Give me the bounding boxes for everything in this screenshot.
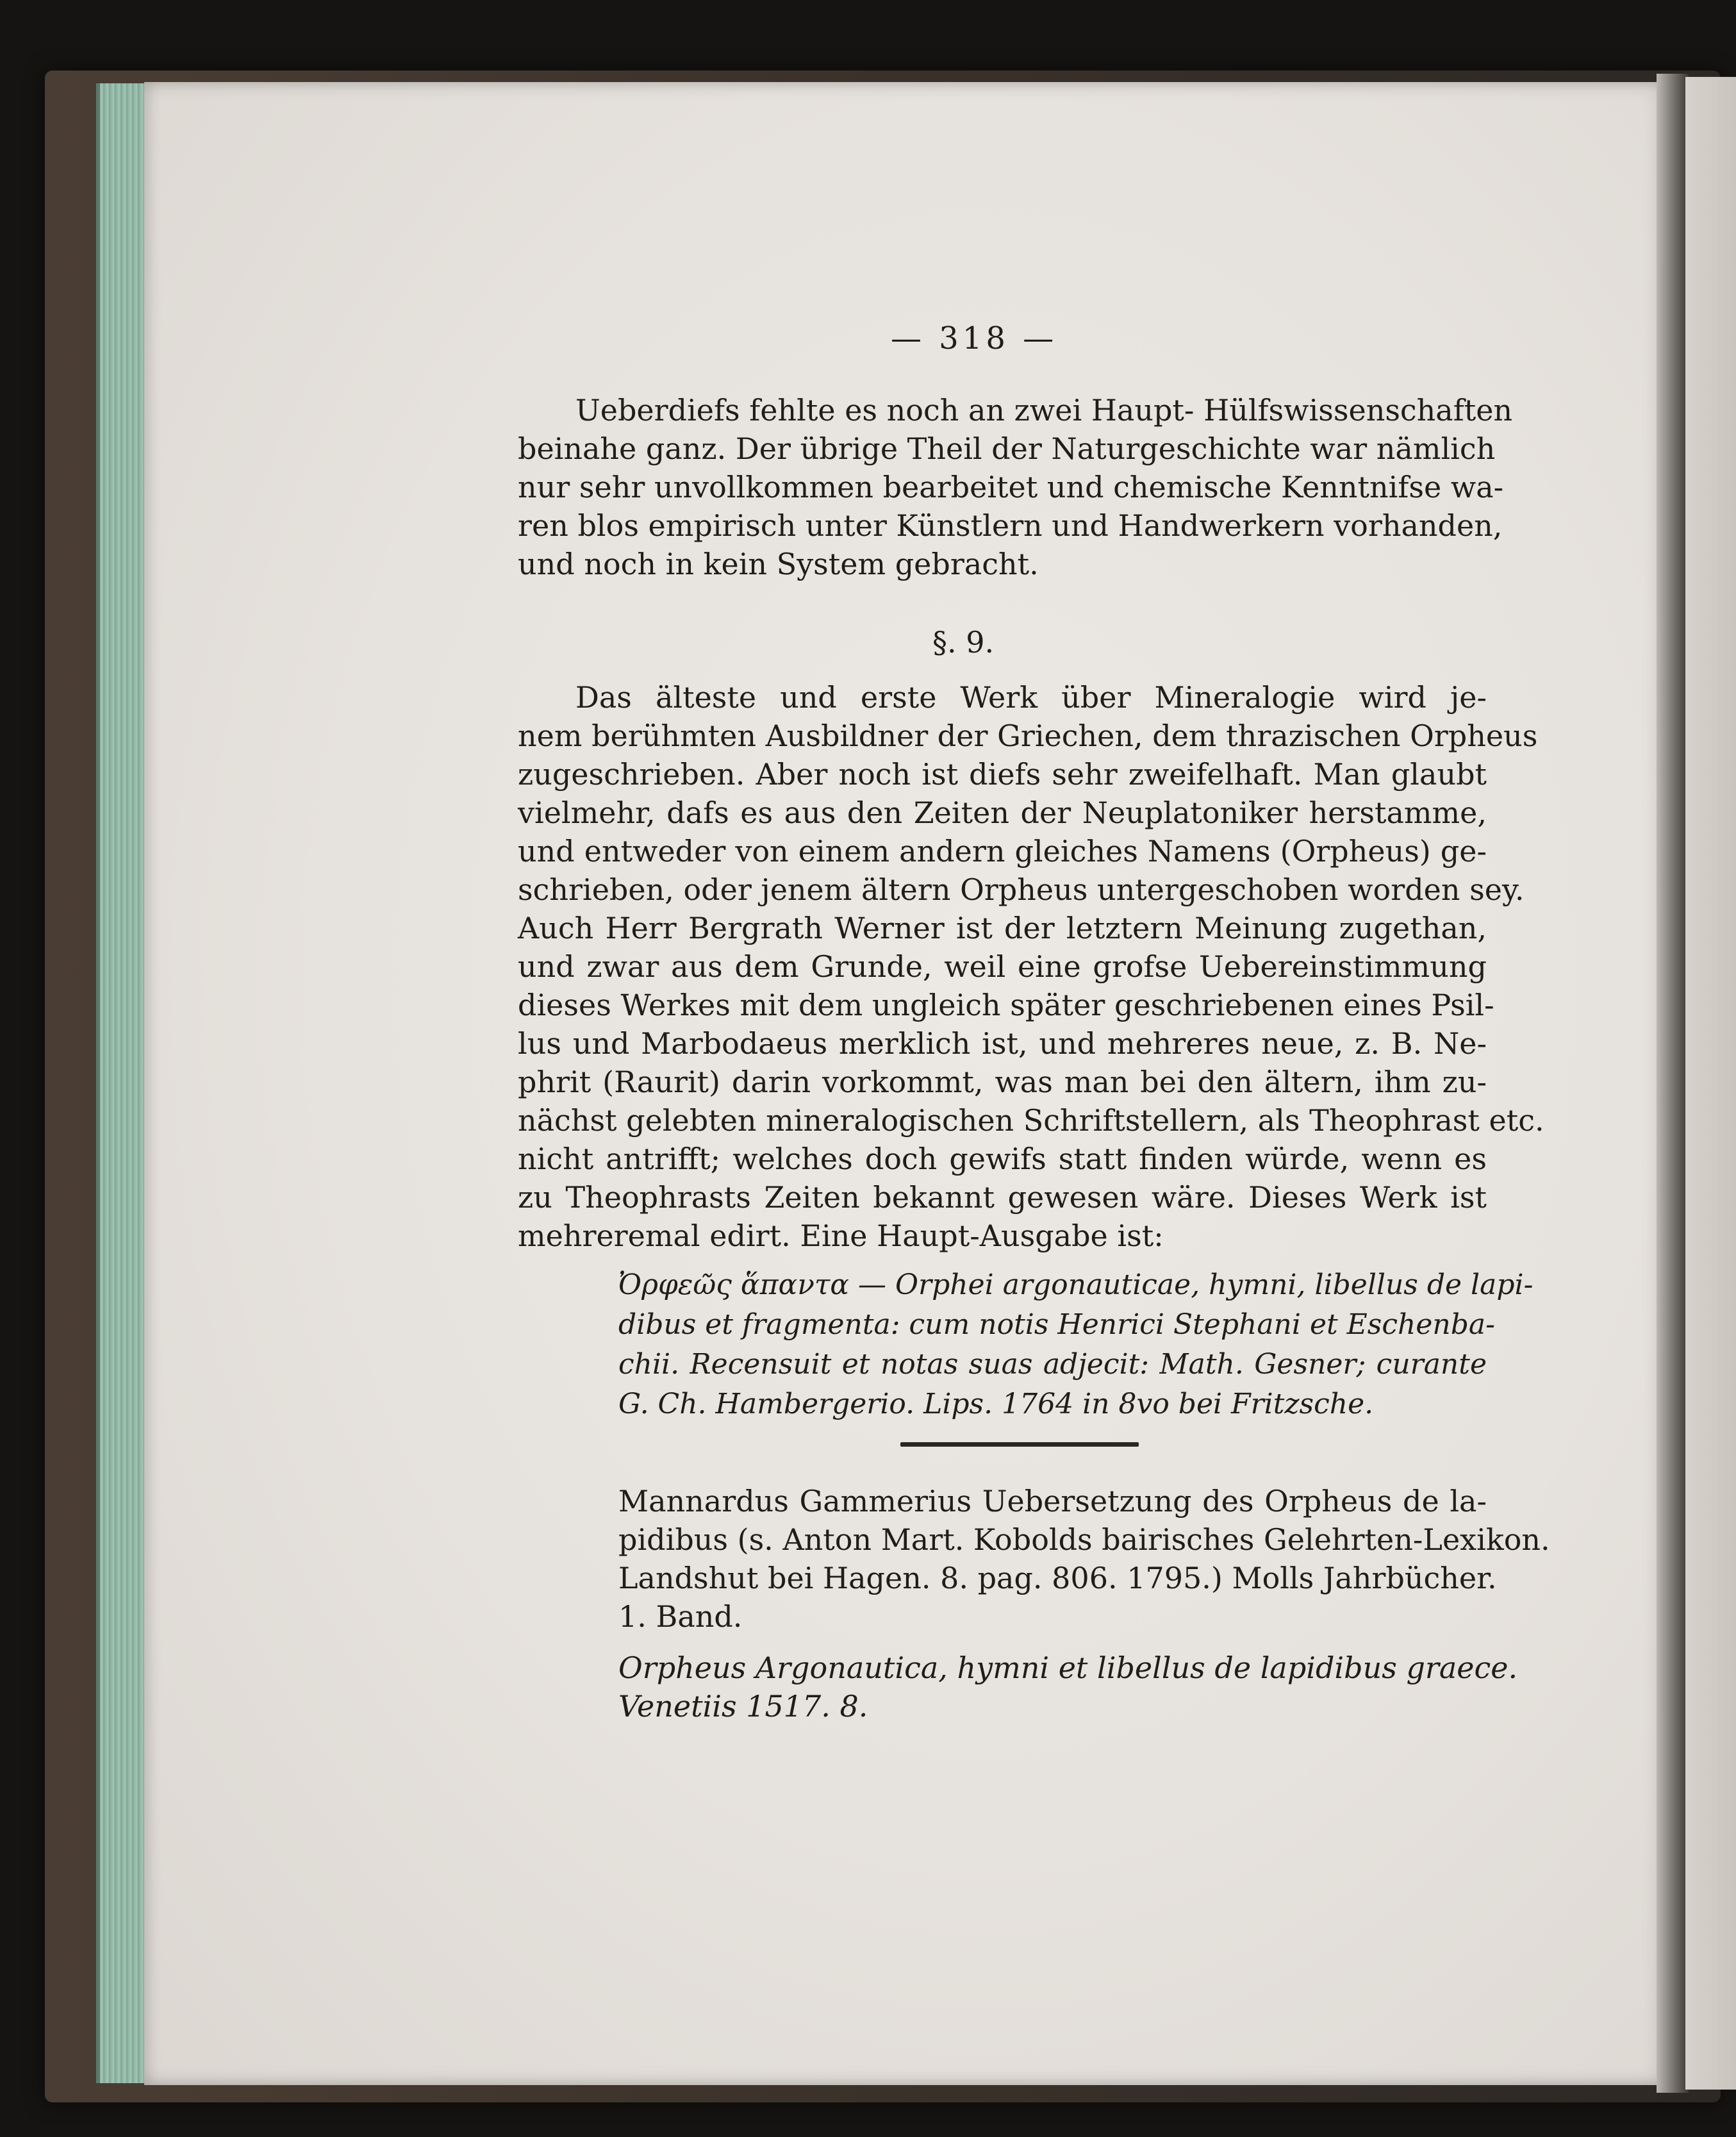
text-line: nicht antrifft; welches doch gewifs statt finden würde, wenn es [518, 1142, 1487, 1176]
section-heading: §. 9. [932, 625, 995, 660]
text-line: Das älteste und erste Werk über Mineralogie wird je- [575, 680, 1487, 715]
literature-line: 1. Band. [618, 1599, 743, 1634]
text-line: schrieben, oder jenem ältern Orpheus untergeschoben worden sey. [518, 872, 1525, 907]
page-number: — 318 — [891, 320, 1058, 356]
text-line: ren blos empirisch unter Künstlern und Handwerkern vorhanden, [518, 508, 1503, 543]
text-line: mehreremal edirt. Eine Haupt-Ausgabe ist: [518, 1218, 1164, 1253]
text-line: und noch in kein System gebracht. [518, 547, 1039, 581]
literature-line: Orpheus Argonautica, hymni et libellus de lapidibus graece. [618, 1651, 1518, 1685]
text-line: Auch Herr Bergrath Werner ist der letztern Meinung zugethan, [518, 911, 1487, 945]
edition-line: G. Ch. Hambergerio. Lips. 1764 in 8vo bei Fritzsche. [618, 1388, 1374, 1420]
edition-line: dibus et fragmenta: cum notis Henrici Stephani et Eschenba- [618, 1308, 1495, 1341]
text-line: beinahe ganz. Der übrige Theil der Naturgeschichte war nämlich [518, 431, 1496, 466]
text-line: vielmehr, dafs es aus den Zeiten der Neuplatoniker herstamme, [518, 795, 1487, 830]
text-line: lus und Marbodaeus merklich ist, und mehreres neue, z. B. Ne- [518, 1026, 1487, 1061]
text-line: nur sehr unvollkommen bearbeitet und chemische Kenntnifse wa- [518, 470, 1504, 504]
text-line: und zwar aus dem Grunde, weil eine grofse Uebereinstimmung [518, 949, 1487, 984]
text-line: nächst gelebten mineralogischen Schriftstellern, als Theophrast etc. [518, 1103, 1544, 1138]
literature-line: pidibus (s. Anton Mart. Kobolds bairisches Gelehrten-Lexikon. [618, 1522, 1550, 1557]
literature-line: Venetiis 1517. 8. [618, 1689, 868, 1724]
text-line: und entweder von einem andern gleiches Namens (Orpheus) ge- [518, 834, 1487, 869]
literature-line: Mannardus Gammerius Uebersetzung des Orpheus de la- [618, 1484, 1487, 1518]
edition-line: Ὀρφεῶς ἅπαντα — Orphei argonauticae, hymni, libellus de lapi- [618, 1268, 1533, 1301]
text-line: zu Theophrasts Zeiten bekannt gewesen wäre. Dieses Werk ist [518, 1180, 1487, 1215]
text-line: phrit (Raurit) darin vorkommt, was man bei den ältern, ihm zu- [518, 1065, 1487, 1099]
text-line: dieses Werkes mit dem ungleich später geschriebenen eines Psil- [518, 988, 1494, 1022]
text-line: zugeschrieben. Aber noch ist diefs sehr zweifelhaft. Man glaubt [518, 757, 1487, 792]
literature-line: Landshut bei Hagen. 8. pag. 806. 1795.) Molls Jahrbücher. [618, 1561, 1497, 1595]
book-gutter [1657, 74, 1689, 2093]
text-line: nem berühmten Ausbildner der Griechen, dem thrazischen Orpheus [518, 719, 1538, 753]
section-divider [900, 1442, 1139, 1447]
text-line: Ueberdiefs fehlte es noch an zwei Haupt- Hülfswissenschaften [575, 393, 1513, 428]
facing-page [1685, 77, 1736, 2090]
edition-line: chii. Recensuit et notas suas adjecit: Math. Gesner; curante [618, 1348, 1487, 1381]
